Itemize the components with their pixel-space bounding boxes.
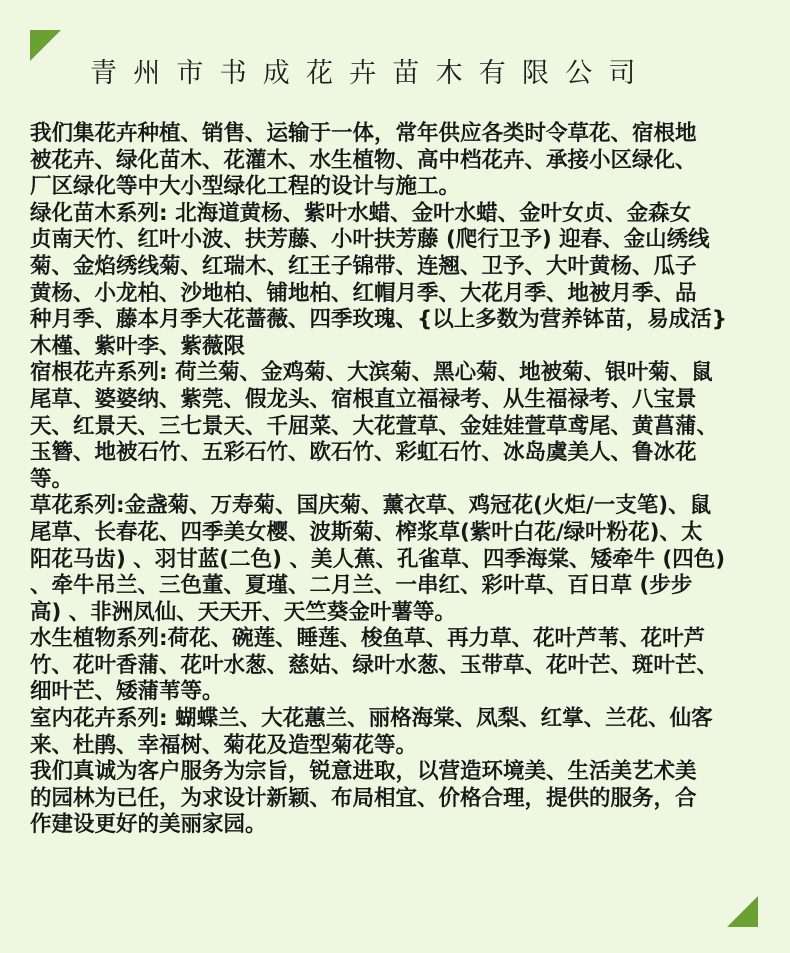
- paragraph-3-line: 宿根花卉系列: 荷兰菊、金鸡菊、大滨菊、黑心菊、地被菊、银叶菊、鼠: [30, 360, 713, 386]
- paragraph-2-line: 木槿、紫叶李、紫薇限: [30, 333, 246, 359]
- paragraph-1-line: 厂区绿化等中大小型绿化工程的设计与施工。: [30, 174, 461, 200]
- paragraph-4-line: 草花系列:金盏菊、万寿菊、国庆菊、薰衣草、鸡冠花(火炬/一支笔)、鼠: [30, 493, 712, 519]
- paragraph-4-line: 阳花马齿) 、羽甘蓝(二色) 、美人蕉、孔雀草、四季海棠、矮牵牛 (四色): [30, 546, 726, 572]
- paragraph-5-line: 水生植物系列:荷花、碗莲、睡莲、梭鱼草、再力草、花叶芦苇、花叶芦: [30, 626, 706, 652]
- paragraph-3-line: 尾草、婆婆纳、紫莞、假龙头、宿根直立福禄考、从生福禄考、八宝景: [30, 386, 697, 412]
- paragraph-2-line: 菊、金焰绣线菊、红瑞木、红王子锦带、连翘、卫予、大叶黄杨、瓜子: [30, 253, 697, 279]
- paragraph-5-line: 细叶芒、矮蒲苇等。: [30, 679, 224, 705]
- paragraph-4-line: 尾草、长春花、四季美女樱、波斯菊、榨浆草(紫叶白花/绿叶粉花)、太: [30, 519, 703, 545]
- paragraph-6-line: 室内花卉系列: 蝴蝶兰、大花蕙兰、丽格海棠、凤梨、红掌、兰花、仙客: [30, 706, 713, 732]
- top-left-corner-decoration: [30, 30, 61, 61]
- paragraph-7-line: 的园林为已任，为求设计新颖、布局相宜、价格合理，提供的服务，合: [30, 785, 697, 811]
- paragraph-2-line: 贞南天竹、红叶小波、扶芳藤、小叶扶芳藤 (爬行卫予) 迎春、金山绣线: [30, 227, 710, 253]
- paragraph-1-line: 我们集花卉种植、销售、运输于一体，常年供应各类时令草花、宿根地: [30, 121, 697, 146]
- paragraph-1-line: 被花卉、绿化苗木、花灌木、水生植物、高中档花卉、承接小区绿化、: [30, 147, 697, 173]
- paragraph-3-line: 等。: [30, 466, 74, 492]
- paragraph-5-line: 竹、花叶香蒲、花叶水葱、慈姑、绿叶水葱、玉带草、花叶芒、斑叶芒、: [30, 652, 719, 678]
- paragraph-3-line: 天、红景天、三七景天、千屈菜、大花萱草、金娃娃萱草鸢尾、黄菖蒲、: [30, 413, 719, 439]
- paragraph-6-line: 来、杜鹃、幸福树、菊花及造型菊花等。: [30, 732, 418, 758]
- paragraph-3-line: 玉簪、地被石竹、五彩石竹、欧石竹、彩虹石竹、冰岛虞美人、鲁冰花: [30, 440, 697, 466]
- paragraph-2-line: 种月季、藤本月季大花蔷薇、四季玫瑰、{以上多数为营养钵苗，易成活}: [30, 307, 728, 333]
- company-title: 青州市书成花卉苗木有限公司: [90, 58, 652, 89]
- paragraph-7-line: 我们真诚为客户服务为宗旨，锐意进取，以营造环境美、生活美艺术美: [30, 759, 697, 785]
- description-body: [30, 121, 790, 839]
- paragraph-7-line: 作建设更好的美丽家园。: [30, 812, 267, 838]
- bottom-right-corner-decoration: [727, 896, 758, 927]
- paragraph-2-line: 绿化苗木系列: 北海道黄杨、紫叶水蜡、金叶水蜡、金叶女贞、金森女: [30, 200, 692, 226]
- paragraph-2-line: 黄杨、小龙柏、沙地柏、铺地柏、红帽月季、大花月季、地被月季、品: [30, 280, 697, 306]
- paragraph-4-line: 、牵牛吊兰、三色董、夏瑾、二月兰、一串红、彩叶草、百日草 (步步: [30, 573, 693, 599]
- paragraph-4-line: 高) 、非洲凤仙、天天开、天竺葵金叶薯等。: [30, 599, 456, 625]
